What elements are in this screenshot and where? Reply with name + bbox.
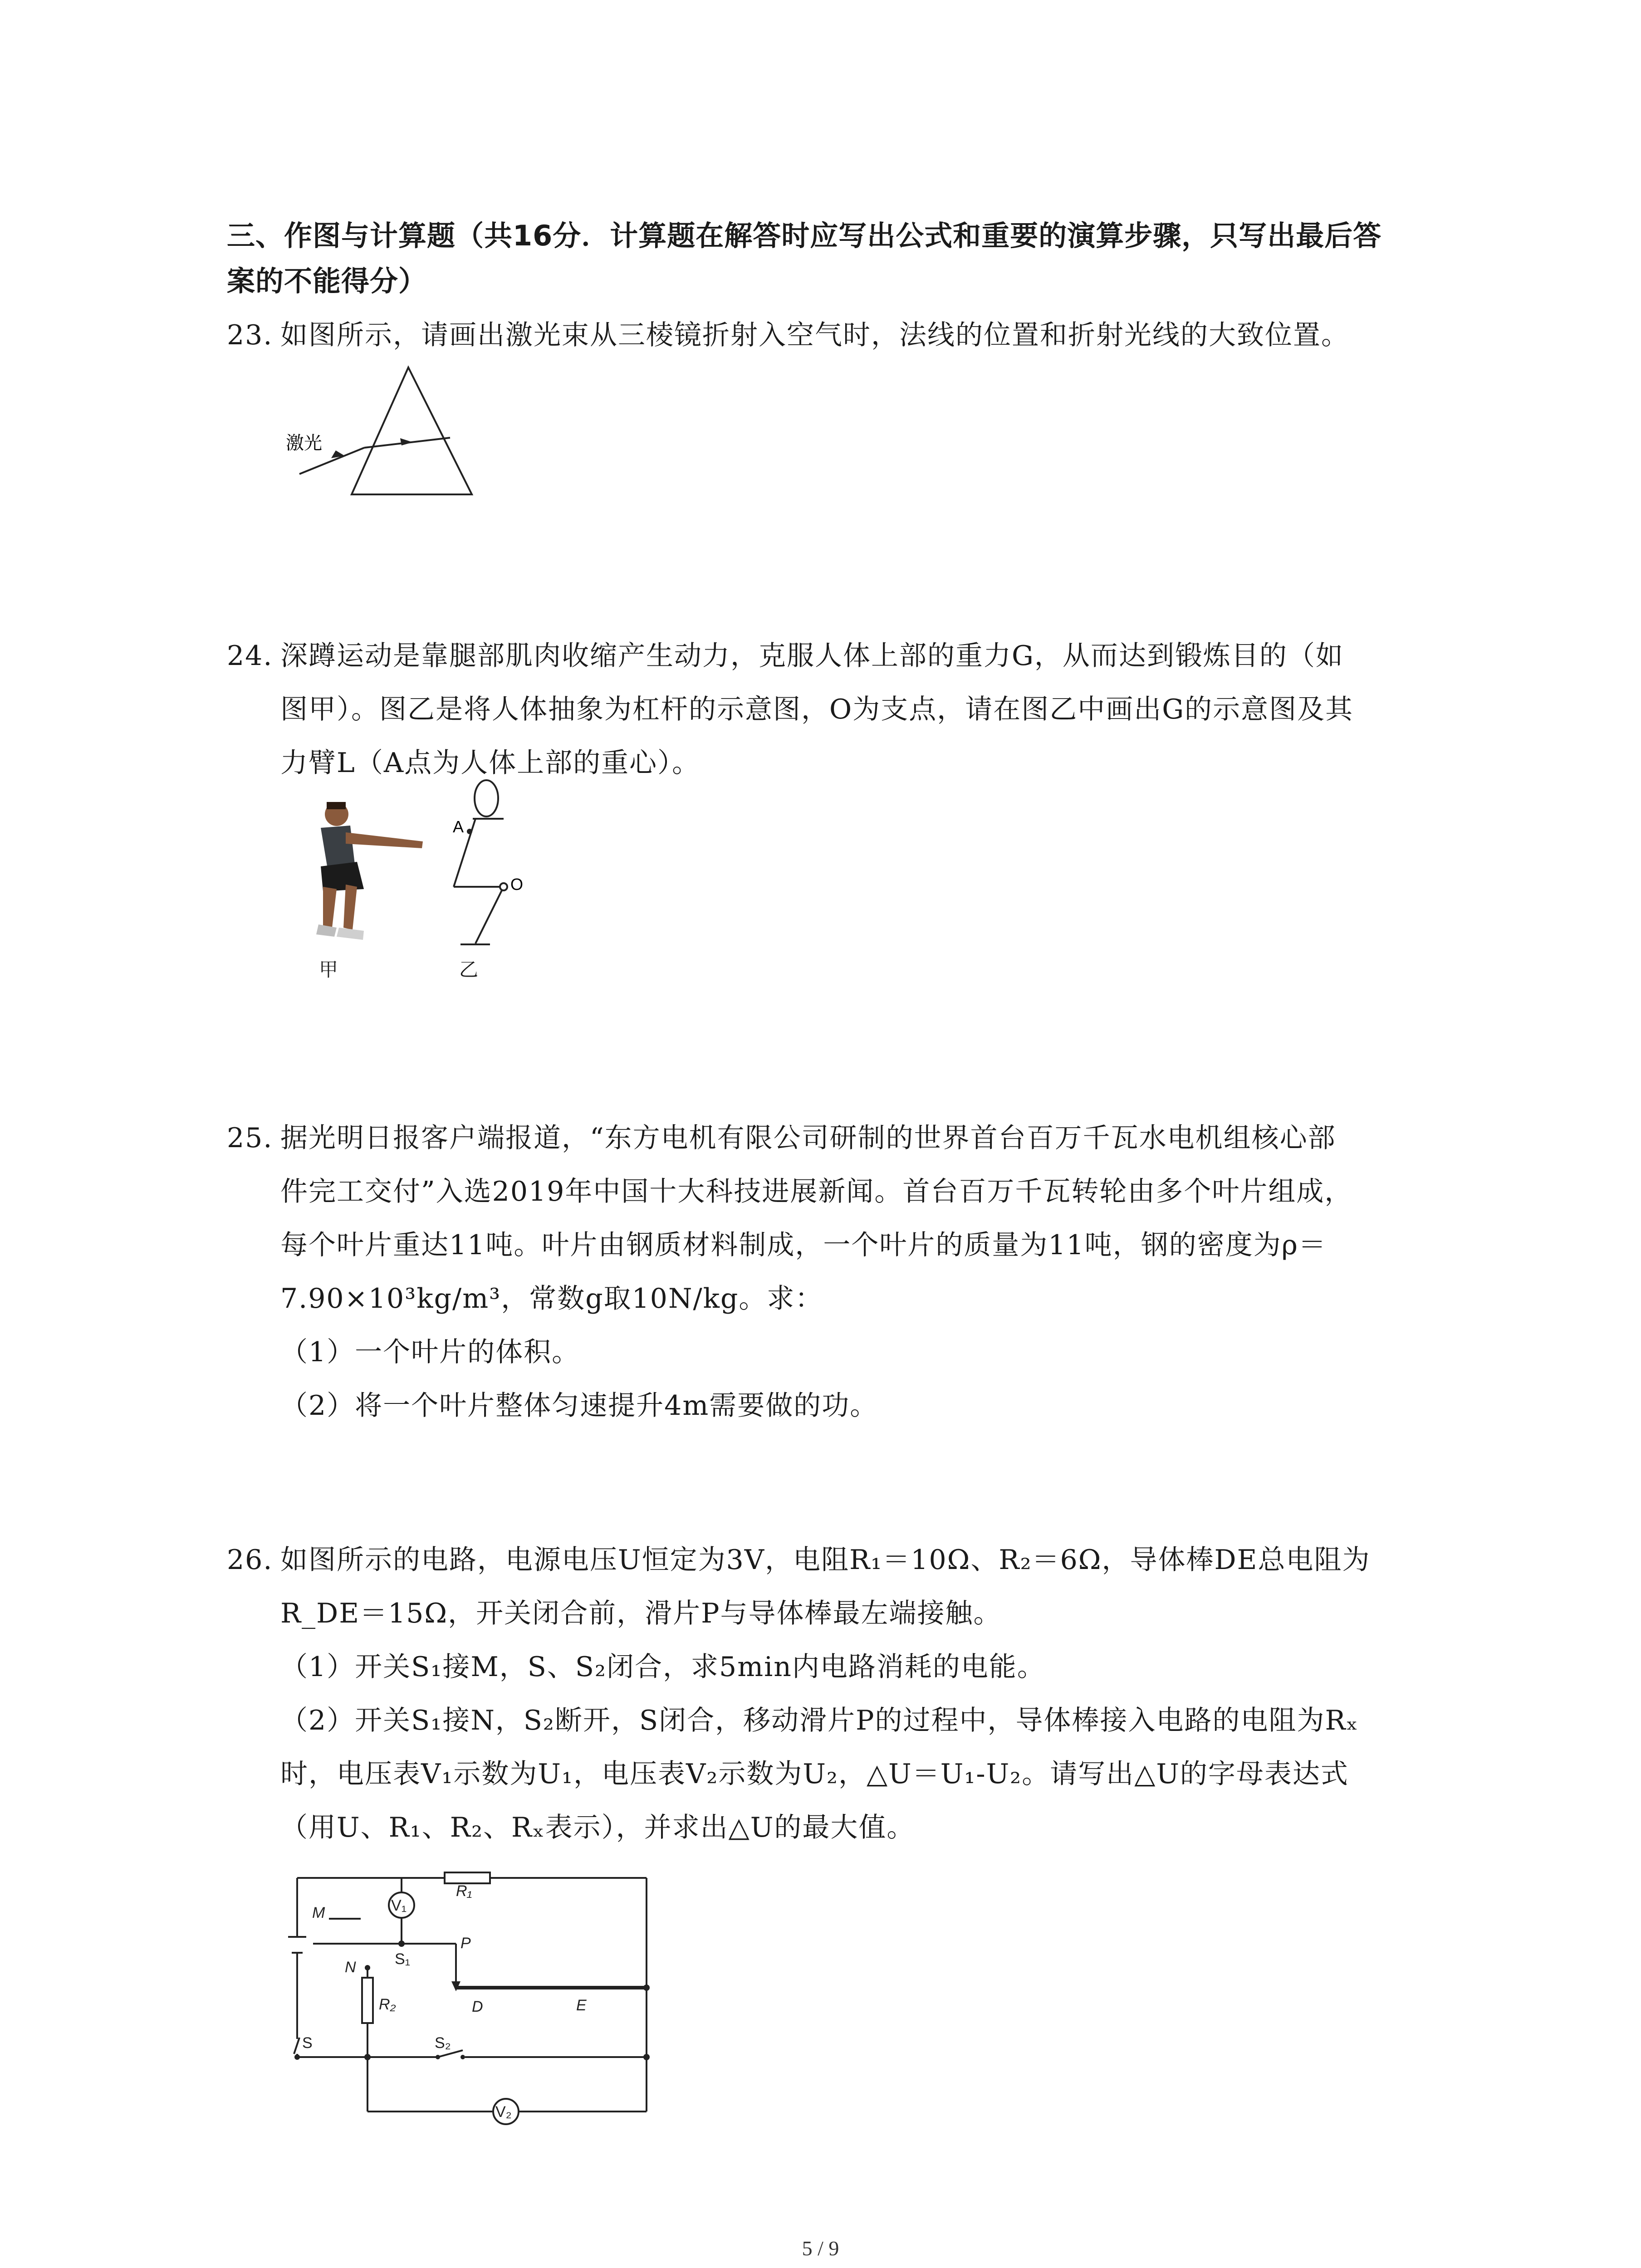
prism-figure	[277, 363, 485, 503]
question-text-line3: 力臂L（A点为人体上部的重心）。	[280, 747, 700, 779]
page-number: 5 / 9	[802, 2237, 839, 2260]
question-23	[227, 308, 1461, 362]
sub-question-2: （2）将一个叶片整体匀速提升4m需要做的功。	[280, 1390, 878, 1422]
question-text-line1: 据光明日报客户端报道，“东方电机有限公司研制的世界首台百万千瓦水电机组核心部	[280, 1122, 1336, 1154]
label-d: D	[472, 1998, 483, 2015]
label-e: E	[576, 1997, 587, 2014]
label-p: P	[460, 1935, 471, 1952]
question-number: 23.	[227, 319, 273, 351]
label-s: S	[302, 2034, 313, 2052]
question-text-line2: 件完工交付”入选2019年中国十大科技进展新闻。首台百万千瓦转轮由多个叶片组成，	[280, 1176, 1353, 1207]
question-text-line4: 7.90×10³kg/m³，常数g取10N/kg。求：	[280, 1283, 823, 1315]
squat-person-photo	[278, 798, 427, 953]
lever-diagram	[436, 771, 554, 962]
label-a: A	[453, 817, 464, 836]
prism-triangle	[352, 367, 472, 494]
section-title-line2: 案的不能得分）	[227, 264, 427, 298]
r2-resistor	[362, 1978, 373, 2023]
label-s1: S₁	[395, 1950, 411, 1968]
label-n: N	[345, 1959, 356, 1976]
head-oval	[475, 780, 498, 816]
caption-yi: 乙	[459, 958, 479, 981]
caption-jia: 甲	[319, 958, 338, 981]
label-v2: V₂	[495, 2103, 512, 2121]
section-title-line1: 三、作图与计算题（共16分．计算题在解答时应写出公式和重要的演算步骤，只写出最后答	[227, 219, 1382, 252]
sub-question-2-line2: 时，电压表V₁示数为U₁，电压表V₂示数为U₂，△U＝U₁-U₂。请写出△U的字母表达式	[280, 1758, 1349, 1790]
question-24	[227, 629, 1461, 790]
question-number: 24.	[227, 640, 273, 672]
label-r1: R₁	[456, 1882, 472, 1900]
question-25	[227, 1111, 1461, 1432]
switch-s-blade	[294, 2038, 299, 2054]
question-text-line1: 如图所示的电路，电源电压U恒定为3V，电阻R₁＝10Ω、R₂＝6Ω，导体棒DE总电阻为	[280, 1544, 1371, 1576]
question-26	[227, 1533, 1461, 1854]
inside-ray-arrow	[400, 438, 413, 445]
question-text-line1: 深蹲运动是靠腿部肌肉收缩产生动力，克服人体上部的重力G，从而达到锻炼目的（如	[280, 640, 1344, 672]
question-text: 如图所示，请画出激光束从三棱镜折射入空气时，法线的位置和折射光线的大致位置。	[280, 319, 1349, 351]
label-r2: R₂	[379, 1996, 396, 2013]
question-number: 26.	[227, 1544, 273, 1576]
sub-question-1: （1）开关S₁接M，S、S₂闭合，求5min内电路消耗的电能。	[280, 1651, 1045, 1683]
point-a	[467, 829, 472, 834]
sub-question-2-line3: （用U、R₁、R₂、Rₓ表示），并求出△U的最大值。	[280, 1812, 915, 1843]
pivot-o	[500, 883, 507, 890]
question-text-line2: R_DE＝15Ω，开关闭合前，滑片P与导体棒最左端接触。	[280, 1598, 1002, 1629]
laser-label: 激光	[286, 433, 322, 453]
sub-question-2-line1: （2）开关S₁接N，S₂断开，S闭合，移动滑片P的过程中，导体棒接入电路的电阻为Rₓ	[280, 1705, 1359, 1736]
question-number: 25.	[227, 1122, 273, 1154]
label-v1: V₁	[391, 1897, 407, 1914]
question-text-line3: 每个叶片重达11吨。叶片由钢质材料制成，一个叶片的质量为11吨，钢的密度为ρ＝	[280, 1229, 1327, 1261]
r1-resistor	[445, 1872, 490, 1883]
shin-line	[475, 887, 504, 943]
sub-question-1: （1）一个叶片的体积。	[280, 1336, 580, 1368]
label-s2: S₂	[435, 2034, 451, 2052]
section-title	[227, 213, 1452, 304]
question-text-line2: 图甲）。图乙是将人体抽象为杠杆的示意图，O为支点，请在图乙中画出G的示意图及其	[280, 694, 1354, 725]
circuit-diagram	[286, 1869, 658, 2127]
label-o: O	[510, 875, 524, 894]
label-m: M	[312, 1904, 325, 1921]
